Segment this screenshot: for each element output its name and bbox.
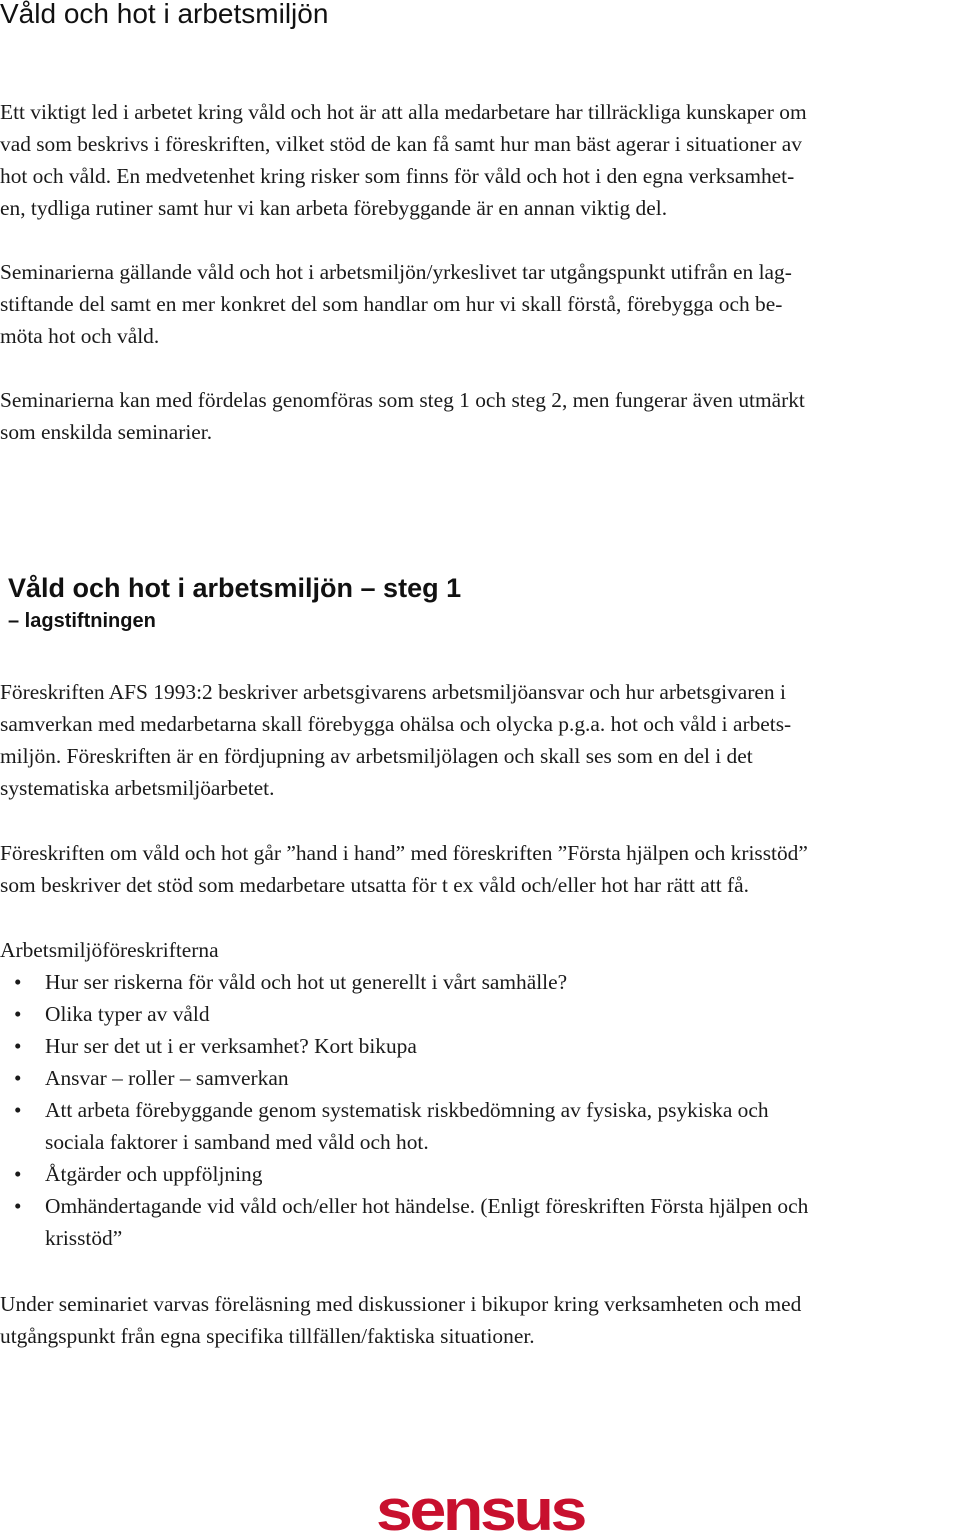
text-line: systematiska arbetsmiljöarbetet. — [0, 776, 275, 800]
list-item-text: Omhändertagande vid våld och/eller hot händelse. (Enligt föreskriften Första hjälpen och — [45, 1194, 809, 1218]
bullet-icon: • — [14, 1098, 22, 1122]
text-line: Ett viktigt led i arbetet kring våld och hot är att alla medarbetare har tillräckliga kunskaper om — [0, 100, 807, 124]
section-paragraph-2 — [0, 837, 960, 901]
list-item-text: sociala faktorer i samband med våld och hot. — [45, 1130, 429, 1154]
list-item — [0, 1030, 950, 1062]
list-item — [0, 1190, 950, 1254]
list-item-text: Att arbeta förebyggande genom systematisk riskbedömning av fysiska, psykiska och — [45, 1098, 769, 1122]
intro-paragraph-2 — [0, 256, 960, 352]
bullet-icon: • — [14, 1034, 22, 1058]
text-line: Seminarierna gällande våld och hot i arbetsmiljön/yrkeslivet tar utgångspunkt utifrån en lag- — [0, 260, 792, 284]
closing-paragraph — [0, 1288, 960, 1352]
bullet-icon: • — [14, 1002, 22, 1026]
intro-paragraph-3 — [0, 384, 960, 448]
list-item-text: Hur ser det ut i er verksamhet? Kort bikupa — [45, 1034, 417, 1058]
section-heading: Våld och hot i arbetsmiljön – steg 1 — [8, 573, 462, 603]
text-line: som enskilda seminarier. — [0, 420, 213, 444]
list-item-text: krisstöd” — [45, 1226, 123, 1250]
text-line: utgångspunkt från egna specifika tillfällen/faktiska situationer. — [0, 1324, 535, 1348]
list-item-text: Hur ser riskerna för våld och hot ut generellt i vårt samhälle? — [45, 970, 568, 994]
bullet-icon: • — [14, 1162, 22, 1186]
list-item-text: Olika typer av våld — [45, 1002, 210, 1026]
logo-wordmark: sensus — [376, 1486, 585, 1536]
list-item — [0, 966, 950, 998]
text-line: Föreskriften AFS 1993:2 beskriver arbetsgivarens arbetsmiljöansvar och hur arbetsgivaren i — [0, 680, 786, 704]
list-item — [0, 998, 950, 1030]
text-line: miljön. Föreskriften är en fördjupning av arbetsmiljölagen och skall ses som en del i det — [0, 744, 753, 768]
bullet-icon: • — [14, 970, 22, 994]
list-heading: Arbetsmiljöföreskrifterna — [0, 938, 219, 962]
text-line: som beskriver det stöd som medarbetare utsatta för t ex våld och/eller hot har rätt att få. — [0, 873, 750, 897]
text-line: Föreskriften om våld och hot går ”hand i hand” med föreskriften ”Första hjälpen och krisstöd” — [0, 841, 808, 865]
bullet-list — [0, 966, 960, 1254]
text-line: vad som beskrivs i föreskriften, vilket stöd de kan få samt hur man bäst agerar i situationer av — [0, 132, 802, 156]
text-line: samverkan med medarbetarna skall förebygga ohälsa och olycka p.g.a. hot och våld i arbets- — [0, 712, 792, 736]
list-item — [0, 1094, 950, 1158]
page-title: Våld och hot i arbetsmiljön — [0, 0, 329, 29]
bullet-icon: • — [14, 1194, 22, 1218]
section-paragraph-1 — [0, 676, 960, 804]
list-item — [0, 1062, 950, 1094]
section-subheading: – lagstiftningen — [8, 610, 156, 632]
text-line: Under seminariet varvas föreläsning med diskussioner i bikupor kring verksamheten och med — [0, 1292, 802, 1316]
list-item-text: Ansvar – roller – samverkan — [45, 1066, 289, 1090]
list-item — [0, 1158, 950, 1190]
bullet-icon: • — [14, 1066, 22, 1090]
text-line: Seminarierna kan med fördelas genomföras som steg 1 och steg 2, men fungerar även utmärkt — [0, 388, 805, 412]
intro-paragraph-1 — [0, 96, 960, 224]
sensus-logo — [374, 1486, 586, 1536]
text-line: möta hot och våld. — [0, 324, 160, 348]
text-line: stiftande del samt en mer konkret del som handlar om hur vi skall förstå, förebygga och be- — [0, 292, 783, 316]
text-line: hot och våld. En medvetenhet kring risker som finns för våld och hot i den egna verksamhet- — [0, 164, 795, 188]
text-line: en, tydliga rutiner samt hur vi kan arbeta förebyggande är en annan viktig del. — [0, 196, 668, 220]
list-item-text: Åtgärder och uppföljning — [45, 1162, 263, 1186]
